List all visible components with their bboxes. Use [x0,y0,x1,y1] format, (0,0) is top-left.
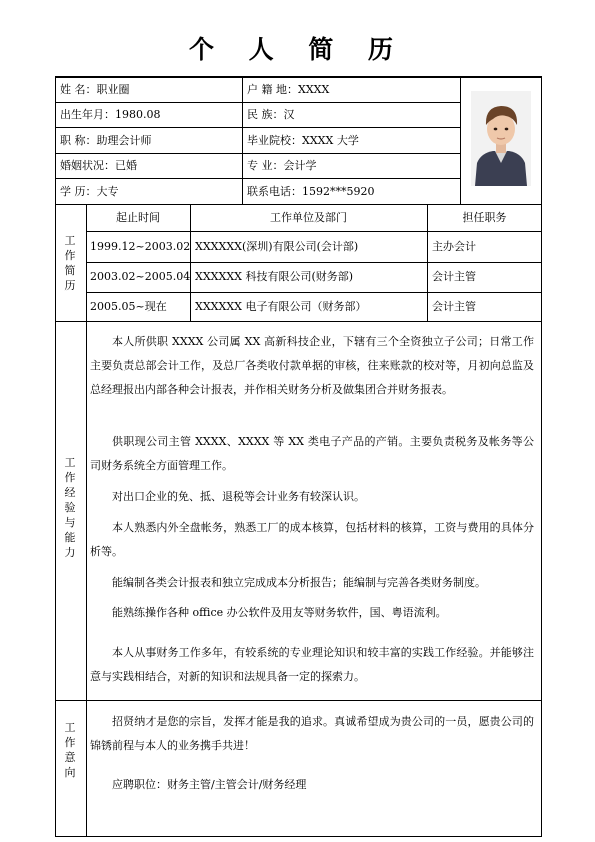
school-field [247,134,359,148]
experience-paragraph-2: 供职现公司主管 XXXX、XXXX 等 XX 类电子产品的产销。主要负责税务及帐务等公司财务系统全方面管理工作。 [90,435,534,472]
major-value: 会计学 [283,159,317,172]
history-row-2-position: 会计主管 [432,270,476,283]
marital-label: 婚姻状况： [60,159,115,172]
experience-paragraph-1: 本人所供职 XXXX 公司属 XX 高新科技企业，下辖有三个全资独立子公司；日常工作主要负责总部会计工作，及总厂各类收付款单据的审核，往来账款的校对等，月初向总监及总经理报出内部各种会计报表，并作相关财务分析及做集团合并财务报表。 [90,335,534,396]
history-row-1-company: XXXXXX(深圳)有限公司(会计部) [195,240,359,253]
domicile-field [247,83,329,97]
job-title-value: 助理会计师 [96,134,152,147]
header-company: 工作单位及部门 [270,211,347,224]
name-value: 职业圈 [96,83,130,96]
intention-paragraph: 招贤纳才是您的宗旨，发挥才能是我的追求。真诚希望成为贵公司的一员，愿贵公司的锦锈前程与本人的业务携手共进！ [90,715,534,752]
education-value: 大专 [96,185,119,198]
major-label: 专 业： [247,159,284,172]
name-label: 姓 名： [60,83,97,96]
domicile-label: 户 籍 地： [247,83,298,96]
history-row-3-period: 2005.05~现在 [90,300,167,313]
school-label: 毕业院校： [247,134,302,147]
experience-paragraph-6: 能熟练操作各种 office 办公软件及用友等财务软件，国、粤语流利。 [112,606,447,619]
job-title-label: 职 称： [60,134,97,147]
experience-paragraph-4: 本人熟悉内外全盘帐务，熟悉工厂的成本核算，包括材料的核算，工资与费用的具体分析等。 [90,521,534,558]
history-row-2-period: 2003.02~2005.04 [90,270,191,283]
major-field [247,159,317,173]
experience-section-label: 工作经验与能力 [64,456,76,559]
domicile-value: XXXX [298,83,330,96]
history-row-1-period: 1999.12~2003.02 [90,240,191,253]
ethnicity-field [247,108,295,122]
experience-paragraph-7: 本人从事财务工作多年，有较系统的专业理论知识和较丰富的实践工作经验。并能够注意与实践相结合，对新的知识和法规具备一定的探索力。 [90,646,534,683]
header-position: 担任职务 [462,211,507,224]
birth-value: 1980.08 [115,108,161,121]
history-row-1-position: 主办会计 [432,240,476,253]
portrait-photo [471,91,531,186]
marital-value: 已婚 [115,159,137,172]
birth-field [60,108,161,122]
experience-paragraph-5: 能编制各类会计报表和独立完成成本分析报告；能编制与完善各类财务制度。 [112,576,486,589]
name-field [60,83,130,97]
intention-section-label: 工作意向 [64,721,76,779]
experience-paragraph-3: 对出口企业的免、抵、退税等会计业务有较深认识。 [112,490,365,503]
phone-field [247,185,375,199]
work-history-section-label: 工作简历 [64,234,76,292]
marital-field [60,159,137,173]
ethnicity-label: 民 族： [247,108,284,121]
ethnicity-value: 汉 [283,108,295,121]
header-period: 起止时间 [116,211,160,224]
phone-label: 联系电话： [247,185,302,198]
school-value: XXXX 大学 [302,134,359,147]
phone-value: 1592***5920 [302,185,375,198]
education-label: 学 历： [60,185,97,198]
job-title-field [60,134,152,148]
page-title: 个 人 简 历 [188,35,407,64]
birth-label: 出生年月： [60,108,115,121]
history-row-2-company: XXXXXX 科技有限公司(财务部) [195,270,354,283]
history-row-3-company: XXXXXX 电子有限公司（财务部） [195,300,367,313]
history-row-3-position: 会计主管 [432,300,476,313]
intention-position: 应聘职位：财务主管/主管会计/财务经理 [112,778,307,791]
education-field [60,185,119,199]
